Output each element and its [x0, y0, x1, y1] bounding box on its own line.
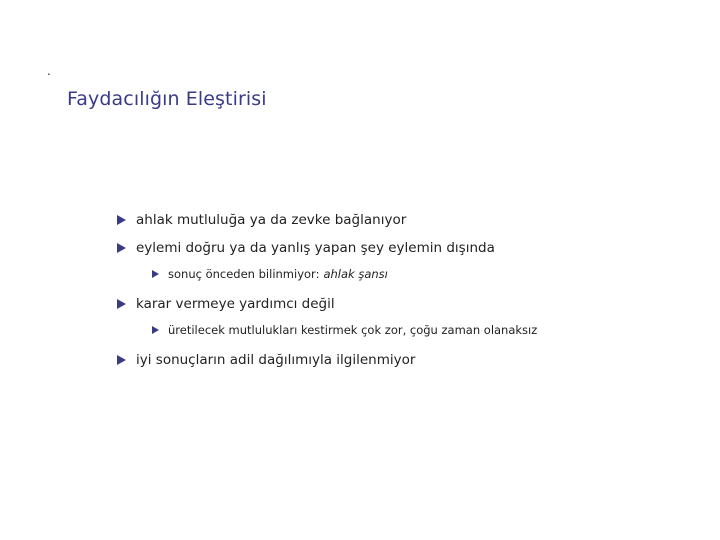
triangle-right-icon [152, 326, 159, 334]
bullet-text: eylemi doğru ya da yanlış yapan şey eylemin dışında [136, 240, 495, 256]
bullet-list [117, 210, 537, 378]
triangle-right-icon [117, 215, 126, 225]
triangle-right-icon [117, 355, 126, 365]
sub-bullet-emphasis: ahlak şansı [323, 267, 388, 281]
bullet-item [117, 350, 537, 370]
sub-bullet-item [117, 320, 537, 340]
triangle-right-icon [117, 243, 126, 253]
slide-title: Faydacılığın Eleştirisi [67, 88, 267, 110]
sub-bullet-text: üretilecek mutlulukları kestirmek çok zor, çoğu zaman olanaksız [168, 323, 538, 337]
bullet-item [117, 210, 537, 230]
bullet-item [117, 294, 537, 314]
triangle-right-icon [117, 299, 126, 309]
slide-marker: . [47, 64, 51, 78]
sub-bullet-text: sonuç önceden bilinmiyor: [168, 267, 320, 281]
sub-bullet-item [117, 264, 537, 284]
bullet-text: karar vermeye yardımcı değil [136, 296, 335, 312]
triangle-right-icon [152, 270, 159, 278]
bullet-item [117, 238, 537, 258]
bullet-text: ahlak mutluluğa ya da zevke bağlanıyor [136, 212, 407, 228]
bullet-text: iyi sonuçların adil dağılımıyla ilgilenmiyor [136, 352, 416, 368]
